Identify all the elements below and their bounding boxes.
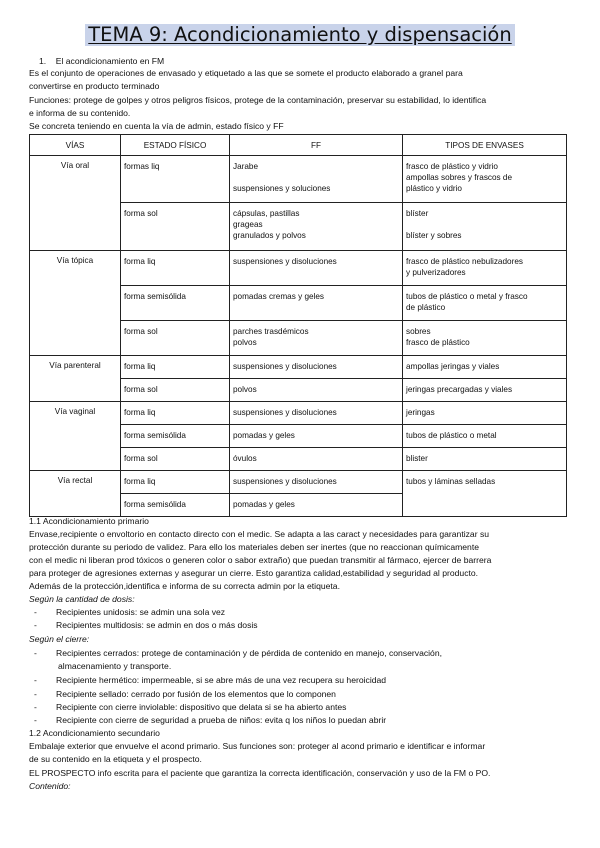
section12-line: de su contenido en la etiqueta y el prospecto.: [29, 754, 202, 764]
header-ff: FF: [230, 135, 403, 156]
cell-estado: formas liq: [121, 156, 230, 203]
cell-via: Vía tópica: [30, 251, 121, 356]
envase-line: frasco de plástico: [406, 338, 470, 347]
cell-estado: forma liq: [121, 356, 230, 379]
cell-ff: óvulos: [230, 448, 403, 471]
cell-ff: suspensiones y disoluciones: [230, 402, 403, 425]
cell-envases: tubos de plástico o metal: [403, 425, 567, 448]
ff-line: suspensiones y soluciones: [233, 184, 331, 193]
envase-line: de plástico: [406, 303, 446, 312]
envase-line: frasco de plástico nebulizadores: [406, 257, 523, 266]
section11-heading: 1.1 Acondicionamiento primario: [29, 516, 149, 526]
envase-line: blíster: [406, 209, 429, 218]
cierre-item-text: Recipiente sellado: cerrado por fusión de los elementos que lo componen: [56, 689, 336, 699]
cell-via: Vía oral: [30, 156, 121, 251]
envase-line: plástico y vidrio: [406, 184, 462, 193]
ff-line: granulados y polvos: [233, 231, 306, 240]
cell-estado: forma liq: [121, 251, 230, 286]
cell-estado: forma sol: [121, 203, 230, 251]
cell-estado: forma liq: [121, 402, 230, 425]
ff-line-spacer: [233, 172, 399, 183]
envase-line: y pulverizadores: [406, 268, 466, 277]
cierre-item-text: Recipiente hermético: impermeable, si se abre más de una vez recupera su heroicidad: [56, 675, 387, 685]
cierre-label: Según el cierre:: [29, 634, 90, 644]
section11-line: Además de la protección,identifica e informa de su correcta admin por la etiqueta.: [29, 581, 340, 591]
contenido-label: Contenido:: [29, 781, 71, 791]
cell-envases: blister: [403, 448, 567, 471]
envase-line: ampollas sobres y frascos de: [406, 173, 513, 182]
ff-line: cápsulas, pastillas: [233, 209, 300, 218]
cell-ff: suspensiones y disoluciones: [230, 251, 403, 286]
section1-line: e informa de su contenido.: [29, 108, 131, 118]
dosis-label: Según la cantidad de dosis:: [29, 594, 135, 604]
dash: -: [34, 620, 37, 630]
dash: -: [34, 675, 37, 685]
cell-envases: [403, 156, 567, 203]
cierre-item-continuation: almacenamiento y transporte.: [58, 661, 172, 671]
cierre-item: [34, 647, 442, 660]
dosis-item: [34, 606, 225, 619]
cell-via: Vía rectal: [30, 471, 121, 517]
section1-number: 1.: [39, 56, 47, 66]
cell-ff: pomadas cremas y geles: [230, 286, 403, 321]
table-row: [30, 251, 567, 286]
section12-heading: 1.2 Acondicionamiento secundario: [29, 728, 160, 738]
cell-ff: [230, 156, 403, 203]
cierre-item: [34, 688, 336, 701]
cell-ff: pomadas y geles: [230, 425, 403, 448]
cell-estado: forma liq: [121, 471, 230, 494]
cell-envases: jeringas: [403, 402, 567, 425]
cierre-item: [34, 674, 386, 687]
envase-line-spacer: [406, 219, 563, 230]
dash: -: [34, 715, 37, 725]
cell-envases: tubos y láminas selladas: [403, 471, 567, 517]
dash: -: [34, 689, 37, 699]
envase-line: sobres: [406, 327, 431, 336]
cell-ff: suspensiones y disoluciones: [230, 471, 403, 494]
cell-estado: forma semisólida: [121, 286, 230, 321]
cell-ff: polvos: [230, 379, 403, 402]
cell-envases: [403, 251, 567, 286]
dosis-item-text: Recipientes unidosis: se admin una sola vez: [56, 607, 226, 617]
ff-line: parches trasdémicos: [233, 327, 309, 336]
section11-line: con el medic ni liberan prod tóxicos o generen color o sabor extraño) que puedan transmitir al fármaco, ejercer de barrera: [29, 555, 492, 565]
cell-ff: suspensiones y disoluciones: [230, 356, 403, 379]
dash: -: [34, 702, 37, 712]
table-row: [30, 471, 567, 494]
cell-via: Vía parenteral: [30, 356, 121, 402]
cierre-item: [34, 701, 346, 714]
header-envases: TIPOS DE ENVASES: [403, 135, 567, 156]
section12-line: Embalaje exterior que envuelve el acond primario. Sus funciones son: proteger al acond primario e identificar e informar: [29, 741, 486, 751]
cell-envases: [403, 203, 567, 251]
ff-line: grageas: [233, 220, 263, 229]
section1-heading: [39, 55, 164, 67]
cell-ff: [230, 321, 403, 356]
envase-line: blíster y sobres: [406, 231, 462, 240]
table-row: [30, 156, 567, 203]
header-vias: VÍAS: [30, 135, 121, 156]
section1-line: Se concreta teniendo en cuenta la vía de admin, estado físico y FF: [29, 121, 284, 131]
ff-line: Jarabe: [233, 162, 259, 171]
cell-estado: forma semisólida: [121, 494, 230, 517]
cell-ff: pomadas y geles: [230, 494, 403, 517]
dosis-item: [34, 619, 258, 632]
cell-estado: forma sol: [121, 448, 230, 471]
cierre-item: [34, 714, 386, 727]
section12-line: EL PROSPECTO info escrita para el paciente que garantiza la correcta identificación, conservación y uso de la FM o PO.: [29, 768, 491, 778]
section1-line: Funciones: protege de golpes y otros peligros físicos, protege de la contaminación, preservar su estabilidad, lo identifica: [29, 95, 487, 105]
cell-envases: [403, 321, 567, 356]
table-row: [30, 402, 567, 425]
title-wrap: [0, 24, 600, 46]
section11-line: para proteger de agresiones externas y asegurar un cierre. Esto garantiza calidad,estabilidad y seguridad al producto.: [29, 568, 479, 578]
envase-line: tubos de plástico o metal y frasco: [406, 292, 528, 301]
cierre-item-text: Recipientes cerrados: protege de contaminación y de pérdida de contenido en manejo, conservación,: [56, 648, 443, 658]
cell-envases: ampollas jeringas y viales: [403, 356, 567, 379]
cierre-item-text: Recipiente con cierre inviolable: dispositivo que delata si se ha abierto antes: [56, 702, 347, 712]
section11-line: Envase,recipiente o envoltorio en contacto directo con el medic. Se adapta a las caract y necesidades para garantizar su: [29, 529, 490, 539]
dosis-item-text: Recipientes multidosis: se admin en dos o más dosis: [56, 620, 258, 630]
section11-line: protección durante su periodo de validez. Para ello los materiales deben ser inertes (que no reaccionan químicamente: [29, 542, 480, 552]
cell-envases: jeringas precargadas y viales: [403, 379, 567, 402]
envase-line: frasco de plástico y vidrio: [406, 162, 498, 171]
page-title: TEMA 9: Acondicionamiento y dispensación: [85, 24, 514, 46]
cell-estado: forma semisólida: [121, 425, 230, 448]
cell-envases: [403, 286, 567, 321]
section1-title: El acondicionamiento en FM: [55, 56, 165, 66]
table-header-row: [30, 135, 567, 156]
cierre-item-text: Recipiente con cierre de seguridad a prueba de niños: evita q los niños lo puedan abrir: [56, 715, 387, 725]
cell-ff: [230, 203, 403, 251]
section1-line: Es el conjunto de operaciones de envasado y etiquetado a las que se somete el producto elaborado a granel para: [29, 68, 463, 78]
section1-line: convertirse en producto terminado: [29, 81, 160, 91]
ff-line: polvos: [233, 338, 257, 347]
cell-estado: forma sol: [121, 379, 230, 402]
table-row: [30, 356, 567, 379]
cell-via: Vía vaginal: [30, 402, 121, 471]
cell-estado: forma sol: [121, 321, 230, 356]
ff-table: [29, 134, 567, 517]
dash: -: [34, 648, 37, 658]
dash: -: [34, 607, 37, 617]
header-estado: ESTADO FÍSICO: [121, 135, 230, 156]
